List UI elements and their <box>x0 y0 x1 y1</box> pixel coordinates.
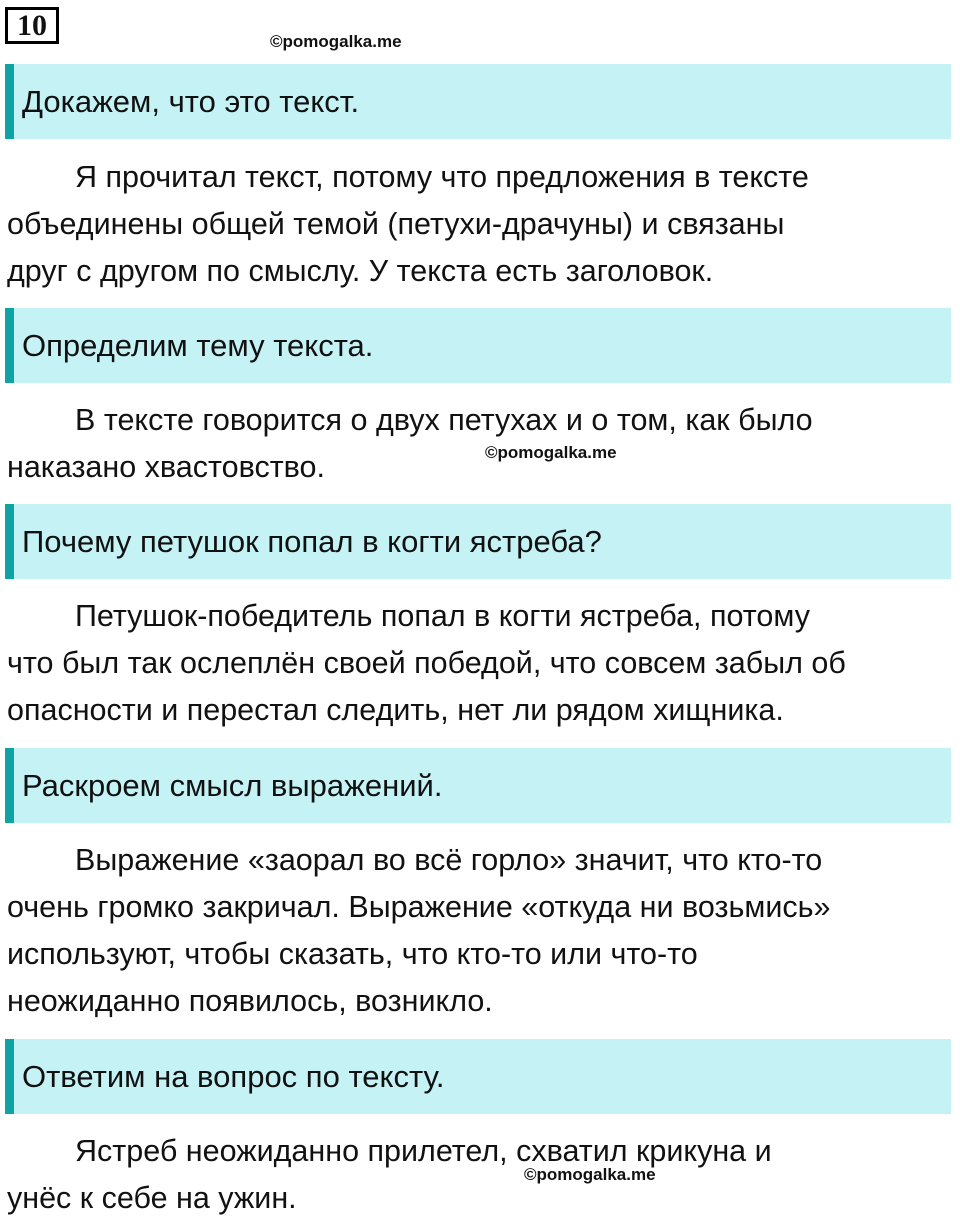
section-paragraph <box>7 593 937 734</box>
section-heading: Ответим на вопрос по тексту. <box>22 1058 445 1094</box>
section-heading-band <box>5 1039 951 1114</box>
paragraph-line: неожиданно появилось, возникло. <box>7 984 493 1018</box>
paragraph-line: что был так ослеплён своей победой, что совсем забыл об <box>7 646 846 680</box>
heading-accent-bar <box>5 748 14 823</box>
paragraph-line: наказано хвастовство. <box>7 450 325 484</box>
paragraph-line: Выражение «заорал во всё горло» значит, что кто-то <box>75 843 823 877</box>
section-heading: Почему петушок попал в когти ястреба? <box>22 523 602 559</box>
section-paragraph <box>7 837 937 1025</box>
task-number-badge: 10 <box>5 7 59 44</box>
paragraph-line: опасности и перестал следить, нет ли рядом хищника. <box>7 693 784 727</box>
section-heading: Определим тему текста. <box>22 327 374 363</box>
watermark-middle: ©pomogalka.me <box>485 443 617 462</box>
watermark-top: ©pomogalka.me <box>270 32 402 51</box>
section-heading: Раскроем смысл выражений. <box>22 767 443 803</box>
paragraph-line: друг с другом по смыслу. У текста есть заголовок. <box>7 254 714 288</box>
section-paragraph <box>7 1128 937 1222</box>
paragraph-line: Я прочитал текст, потому что предложения в тексте <box>75 160 809 194</box>
section-paragraph <box>7 154 937 295</box>
watermark-bottom: ©pomogalka.me <box>524 1165 656 1184</box>
section-heading-band <box>5 64 951 139</box>
section-heading-band <box>5 504 951 579</box>
paragraph-line: Ястреб неожиданно прилетел, схватил крикуна и <box>75 1134 772 1168</box>
section-heading: Докажем, что это текст. <box>22 83 360 119</box>
paragraph-line: Петушок-победитель попал в когти ястреба, потому <box>75 599 810 633</box>
section-paragraph <box>7 397 937 491</box>
paragraph-line: используют, чтобы сказать, что кто-то или что-то <box>7 937 698 971</box>
paragraph-line: унёс к себе на ужин. <box>7 1181 297 1215</box>
paragraph-line: объединены общей темой (петухи-драчуны) и связаны <box>7 207 785 241</box>
section-heading-band <box>5 308 951 383</box>
section-heading-band <box>5 748 951 823</box>
heading-accent-bar <box>5 64 14 139</box>
heading-accent-bar <box>5 308 14 383</box>
heading-accent-bar <box>5 504 14 579</box>
paragraph-line: В тексте говорится о двух петухах и о том, как было <box>75 403 813 437</box>
heading-accent-bar <box>5 1039 14 1114</box>
paragraph-line: очень громко закричал. Выражение «откуда ни возьмись» <box>7 890 831 924</box>
